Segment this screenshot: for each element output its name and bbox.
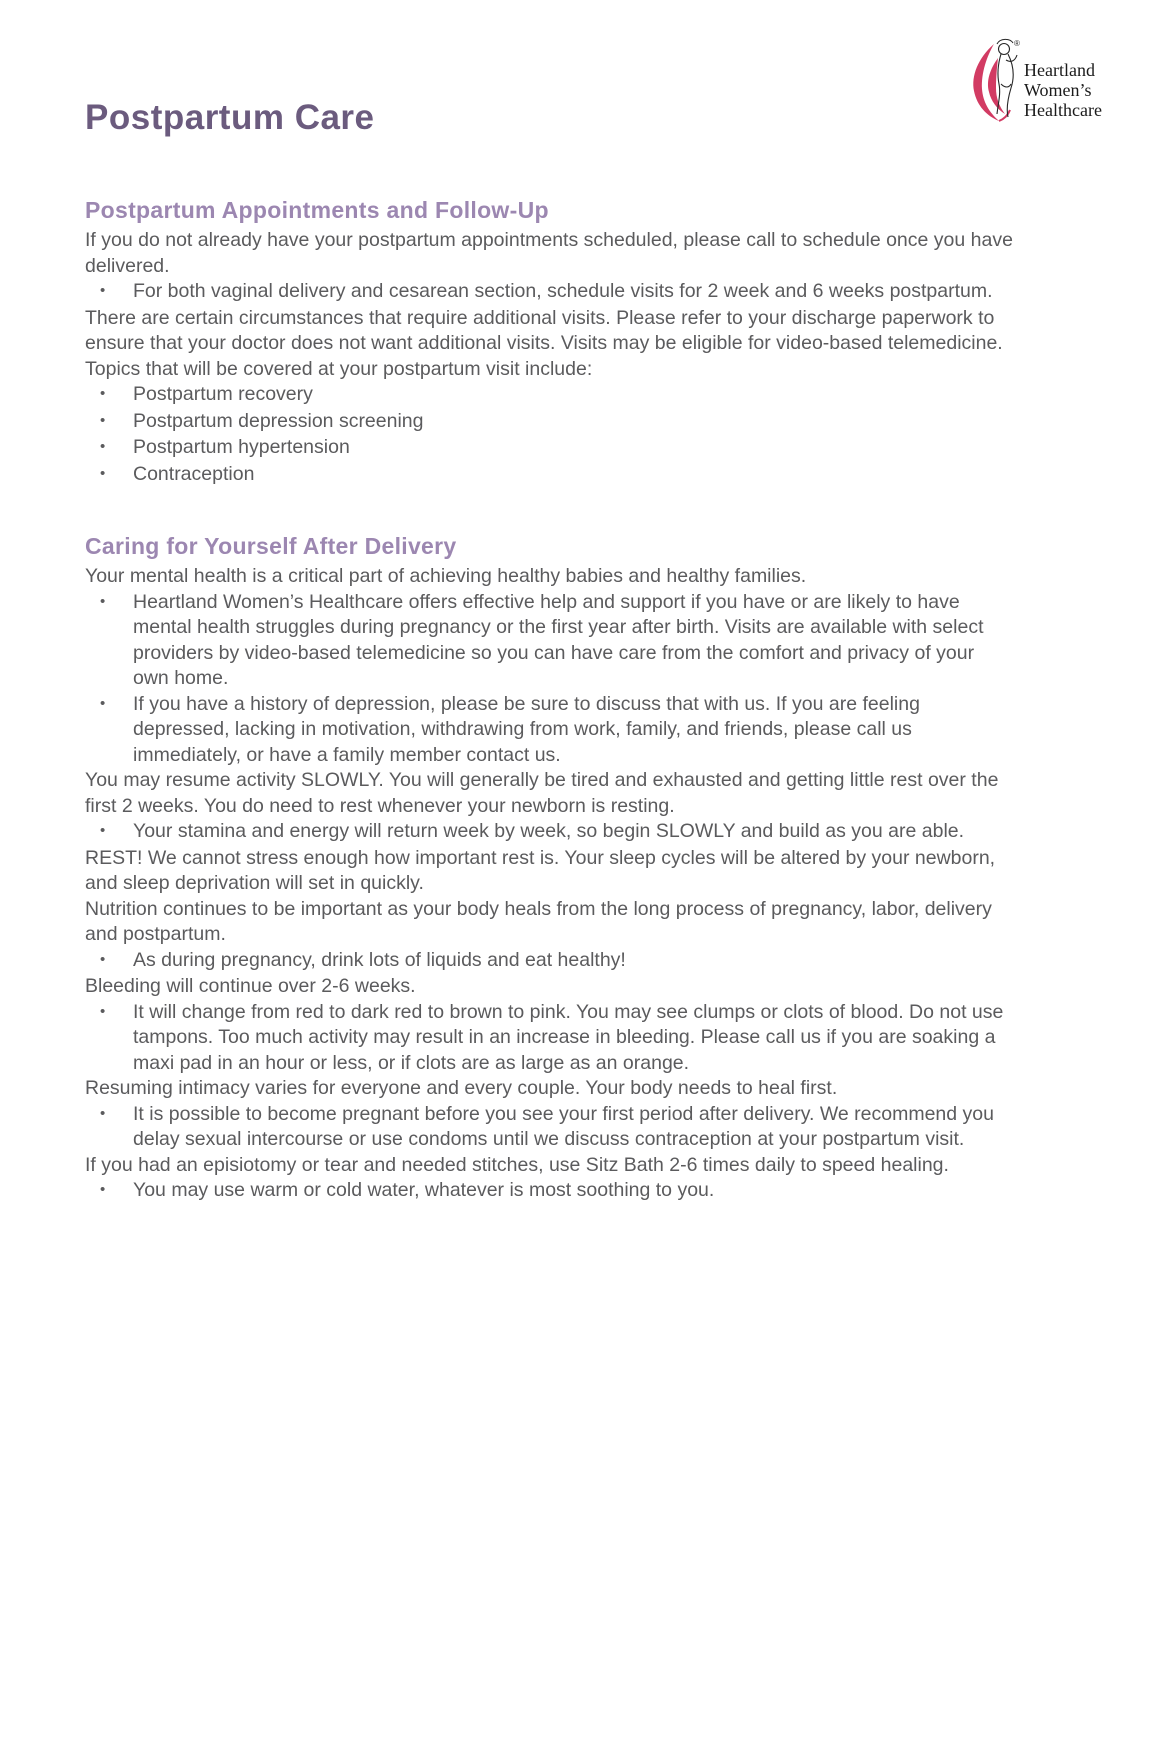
bullet-item (85, 409, 1013, 436)
logo-line-1: Heartland (1024, 60, 1095, 80)
bullet-item (85, 462, 1013, 489)
bullet-dot-icon (100, 819, 133, 846)
bullet-text: Heartland Women’s Healthcare offers effective help and support if you have or are likely to have mental health struggles during pregnancy or the first year after birth. Visits are available with select providers by video-based telemedicine so you can have care from the comfort and privacy of your own home. (133, 590, 984, 689)
bullet-list (85, 948, 1013, 975)
bullet-text: For both vaginal delivery and cesarean section, schedule visits for 2 week and 6 weeks postpartum. (133, 280, 993, 302)
bullet-dot-icon (100, 462, 133, 489)
paragraph: If you do not already have your postpartum appointments scheduled, please call to schedule once you have delivered. (85, 229, 1013, 277)
bullet-list (85, 279, 1013, 306)
logo-wordmark (1024, 60, 1102, 120)
bullet-list (85, 590, 1013, 769)
bullet-dot-icon (100, 1178, 133, 1205)
bullet-list (85, 1000, 1013, 1077)
bullet-text: If you have a history of depression, please be sure to discuss that with us. If you are feeling depressed, lacking in motivation, withdrawing from work, family, and friends, please call us immediately, or have a family member contact us. (133, 692, 920, 766)
bullet-dot-icon (100, 1000, 133, 1077)
page-title: Postpartum Care (85, 98, 375, 137)
bullet-list (85, 1178, 1013, 1205)
bullet-item (85, 382, 1013, 409)
bullet-item (85, 1000, 1013, 1077)
paragraph: If you had an episiotomy or tear and needed stitches, use Sitz Bath 2-6 times daily to speed healing. (85, 1153, 949, 1176)
bullet-dot-icon (100, 948, 133, 975)
logo-swoosh-tip (999, 110, 1010, 121)
bullet-dot-icon (100, 279, 133, 306)
bullet-item (85, 819, 1013, 846)
paragraph: Bleeding will continue over 2-6 weeks. (85, 975, 416, 997)
bullet-list (85, 1102, 1013, 1153)
section-postpartum-appointments (85, 196, 1013, 488)
bullet-item (85, 948, 1013, 975)
logo-swoosh-inner (988, 58, 1005, 114)
bullet-dot-icon (100, 692, 133, 769)
bullet-text: Contraception (133, 462, 255, 485)
bullet-item (85, 692, 1013, 769)
paragraph: You may resume activity SLOWLY. You will generally be tired and exhausted and getting little rest over the first 2 weeks. You do need to rest whenever your newborn is resting. (85, 769, 999, 817)
bullet-text: It will change from red to dark red to brown to pink. You may see clumps or clots of blood. Do not use tampons. Too much activity may result in an increase in bleeding. Please call us if you are soaking a maxi pad in an hour or less, or if clots are as large as an orange. (133, 1000, 1004, 1074)
bullet-item (85, 1178, 1013, 1205)
bullet-item (85, 590, 1013, 692)
bullet-text: As during pregnancy, drink lots of liquids and eat healthy! (133, 948, 626, 971)
paragraph: Nutrition continues to be important as your body heals from the long process of pregnancy, labor, delivery and postpartum. (85, 897, 992, 945)
bullet-item (85, 1102, 1013, 1153)
bullet-list (85, 382, 1013, 488)
bullet-text: Your stamina and energy will return week by week, so begin SLOWLY and build as you are able. (133, 820, 965, 842)
bullet-text: Postpartum recovery (133, 383, 313, 405)
bullet-item (85, 435, 1013, 462)
document-body (85, 196, 1013, 1205)
paragraph: Resuming intimacy varies for everyone and every couple. Your body needs to heal first. (85, 1077, 838, 1099)
bullet-dot-icon (100, 409, 133, 436)
section-heading: Caring for Yourself After Delivery (85, 533, 457, 559)
bullet-item (85, 279, 1013, 306)
bullet-dot-icon (100, 382, 133, 409)
bullet-text: Postpartum hypertension (133, 436, 350, 458)
logo-line-2: Women’s (1024, 80, 1092, 100)
bullet-dot-icon (100, 590, 133, 692)
bullet-text: It is possible to become pregnant before you see your first period after delivery. We recommend you delay sexual intercourse or use condoms until we discuss contraception at your postpartum visit. (133, 1102, 994, 1150)
bullet-dot-icon (100, 1102, 133, 1153)
logo-woman-figure-icon (968, 36, 1118, 126)
section-caring-for-yourself (85, 532, 1013, 1205)
bullet-text: Postpartum depression screening (133, 409, 424, 432)
bullet-dot-icon (100, 435, 133, 462)
paragraph: Your mental health is a critical part of achieving healthy babies and healthy families. (85, 565, 807, 587)
paragraph: There are certain circumstances that require additional visits. Please refer to your discharge paperwork to ensure that your doctor does not want additional visits. Visits may be eligible for video-based telemedicine. (85, 306, 1003, 354)
section-heading: Postpartum Appointments and Follow-Up (85, 197, 549, 223)
heartland-logo (968, 36, 1118, 126)
bullet-text: You may use warm or cold water, whatever is most soothing to you. (133, 1179, 715, 1201)
bullet-list (85, 819, 1013, 846)
registered-mark: ® (1014, 39, 1020, 48)
paragraph: Topics that will be covered at your postpartum visit include: (85, 357, 593, 380)
logo-woman-lines (997, 39, 1017, 117)
paragraph: REST! We cannot stress enough how important rest is. Your sleep cycles will be altered by your newborn, and sleep deprivation will set in quickly. (85, 846, 996, 894)
logo-line-3: Healthcare (1024, 100, 1102, 120)
